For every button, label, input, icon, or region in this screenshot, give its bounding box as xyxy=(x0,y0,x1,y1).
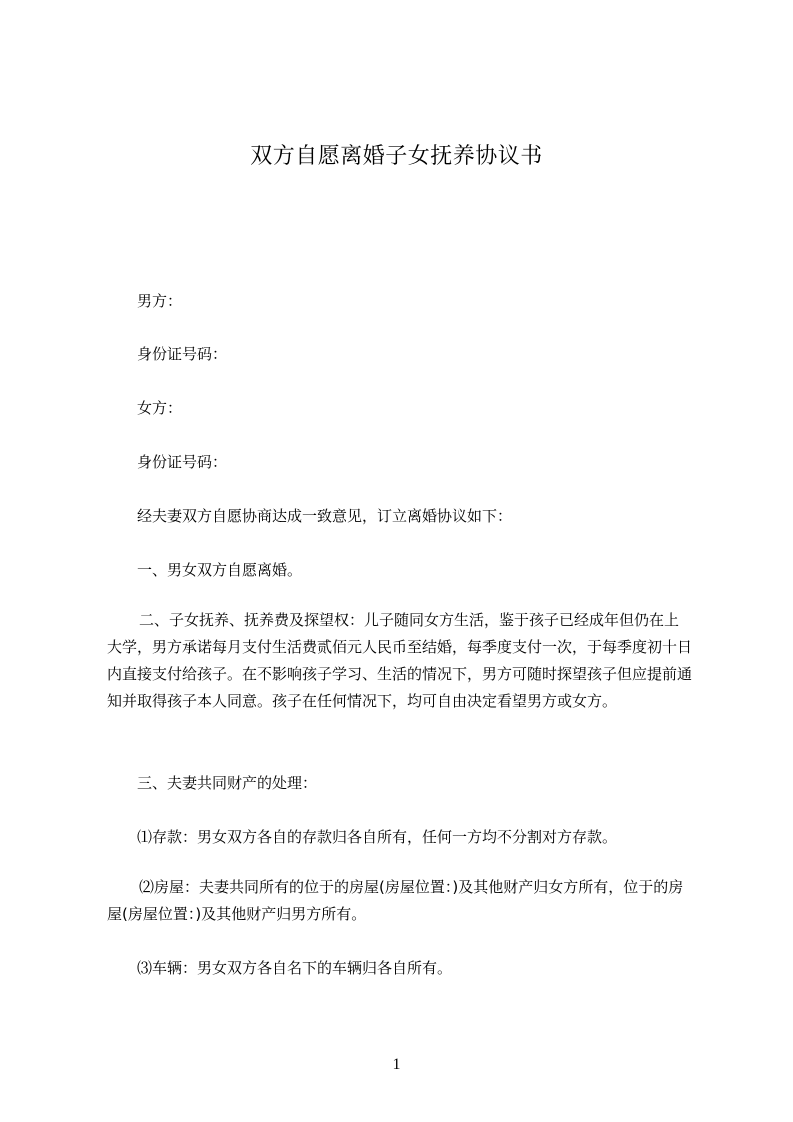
document-title: 双方自愿离婚子女抚养协议书 xyxy=(250,144,543,169)
clause-3: 三、夫妻共同财产的处理： xyxy=(137,774,318,792)
page-number: 1 xyxy=(392,1056,401,1073)
intro-paragraph: 经夫妻双方自愿协商达成一致意见，订立离婚协议如下： xyxy=(137,507,513,525)
property-item-3: ⑶车辆：男女双方各自名下的车辆归各自所有。 xyxy=(137,959,453,977)
property-item-1: ⑴存款：男女双方各自的存款归各自所有，任何一方均不分割对方存款。 xyxy=(137,828,618,846)
field-male-id: 身份证号码： xyxy=(137,345,228,363)
field-female-id: 身份证号码： xyxy=(137,453,228,471)
field-male: 男方： xyxy=(137,292,183,310)
clause-2: 二、子女抚养、抚养费及探望权：儿子随同女方生活，鉴于孩子已经成年但仍在上大学，男方承诺每月支付生活费贰佰元人民币至结婚，每季度支付一次，于每季度初十日内直接支付给孩子。在不影响孩子学习、生活的情况下，男方可随时探望孩子但应提前通知并取得孩子本人同意。孩子在任何情况下，均可自由决定看望男方或女方。 xyxy=(107,611,693,710)
field-female: 女方： xyxy=(137,399,183,417)
property-item-2: ⑵房屋：夫妻共同所有的位于的房屋(房屋位置：)及其他财产归女方所有，位于的房屋(房屋位置：)及其他财产归男方所有。 xyxy=(107,878,684,923)
clause-1: 一、男女双方自愿离婚。 xyxy=(137,561,303,579)
